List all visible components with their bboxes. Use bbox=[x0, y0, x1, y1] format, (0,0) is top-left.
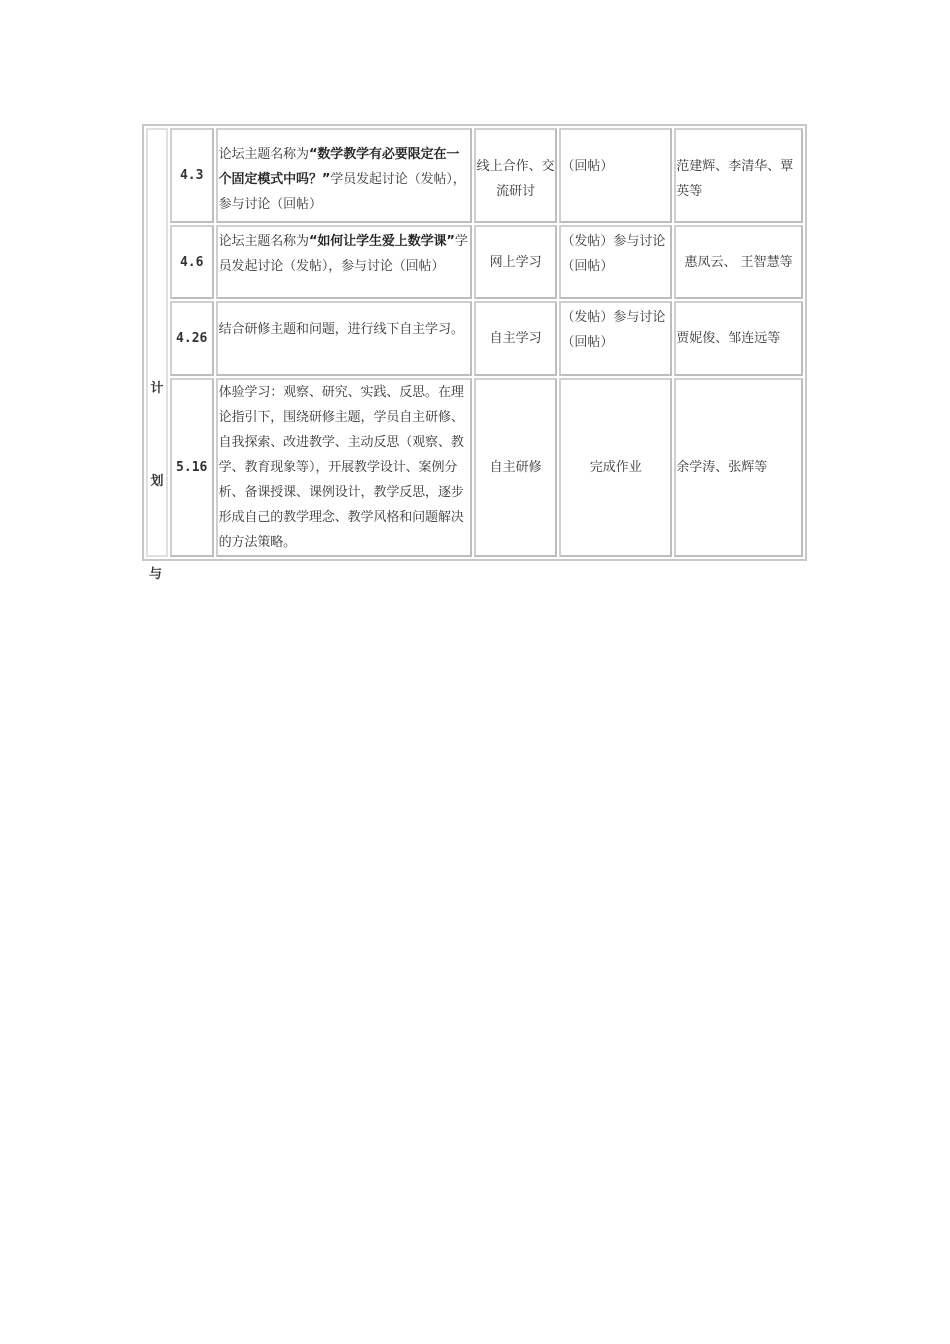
mode-cell: 线上合作、交流研讨 bbox=[474, 128, 557, 223]
task-cell: （回帖） bbox=[559, 128, 672, 223]
plan-table bbox=[142, 124, 807, 561]
task-cell: （发帖）参与讨论（回帖） bbox=[559, 301, 672, 376]
content-text: 论坛主题名称为 bbox=[218, 147, 309, 162]
task-cell: （发帖）参与讨论（回帖） bbox=[559, 225, 672, 299]
content-cell bbox=[216, 225, 472, 299]
people-cell: 范建辉、李清华、覃英等 bbox=[674, 128, 803, 223]
content-topic: “数学教学有必要限定在一个固定模式中吗？” bbox=[218, 147, 460, 187]
side-label-char: 划 bbox=[150, 474, 164, 489]
side-label-char: 计 bbox=[150, 381, 164, 396]
content-cell bbox=[216, 128, 472, 223]
content-topic: “如何让学生爱上数学课” bbox=[308, 234, 455, 249]
table-row bbox=[146, 301, 803, 376]
side-label-cell bbox=[146, 128, 168, 557]
date-cell: 5.16 bbox=[170, 378, 214, 557]
mode-cell: 自主学习 bbox=[474, 301, 557, 376]
date-cell: 4.6 bbox=[170, 225, 214, 299]
content-text: 学员发起讨论（发帖），参与讨论（回帖） bbox=[218, 172, 466, 212]
content-cell bbox=[216, 301, 472, 376]
mode-cell: 自主研修 bbox=[474, 378, 557, 557]
trailing-side-char: 与 bbox=[149, 567, 163, 582]
date-cell: 4.26 bbox=[170, 301, 214, 376]
content-cell bbox=[216, 378, 472, 557]
content-text: 结合研修主题和问题，进行线下自主学习。 bbox=[218, 322, 464, 337]
people-cell: 余学涛、张辉等 bbox=[674, 378, 803, 557]
content-text: 体验学习：观察、研究、实践、反思。在理论指引下，围绕研修主题，学员自主研修、自我探索、改进教学、主动反思（观察、教学、教育现象等），开展教学设计、案例分析、备课授课、课例设计，教学反思，逐步形成自己的教学理念、教学风格和问题解决的方法策略。 bbox=[218, 385, 464, 550]
people-cell: 贾妮俊、邹连远等 bbox=[674, 301, 803, 376]
content-text: 学员发起讨论（发帖），参与讨论（回帖） bbox=[218, 234, 468, 274]
mode-cell: 网上学习 bbox=[474, 225, 557, 299]
people-cell: 惠凤云、 王智慧等 bbox=[674, 225, 803, 299]
content-text: 论坛主题名称为 bbox=[218, 234, 309, 249]
table-row bbox=[146, 128, 803, 223]
task-cell: 完成作业 bbox=[559, 378, 672, 557]
table-row bbox=[146, 225, 803, 299]
table-row bbox=[146, 378, 803, 557]
date-cell: 4.3 bbox=[170, 128, 214, 223]
